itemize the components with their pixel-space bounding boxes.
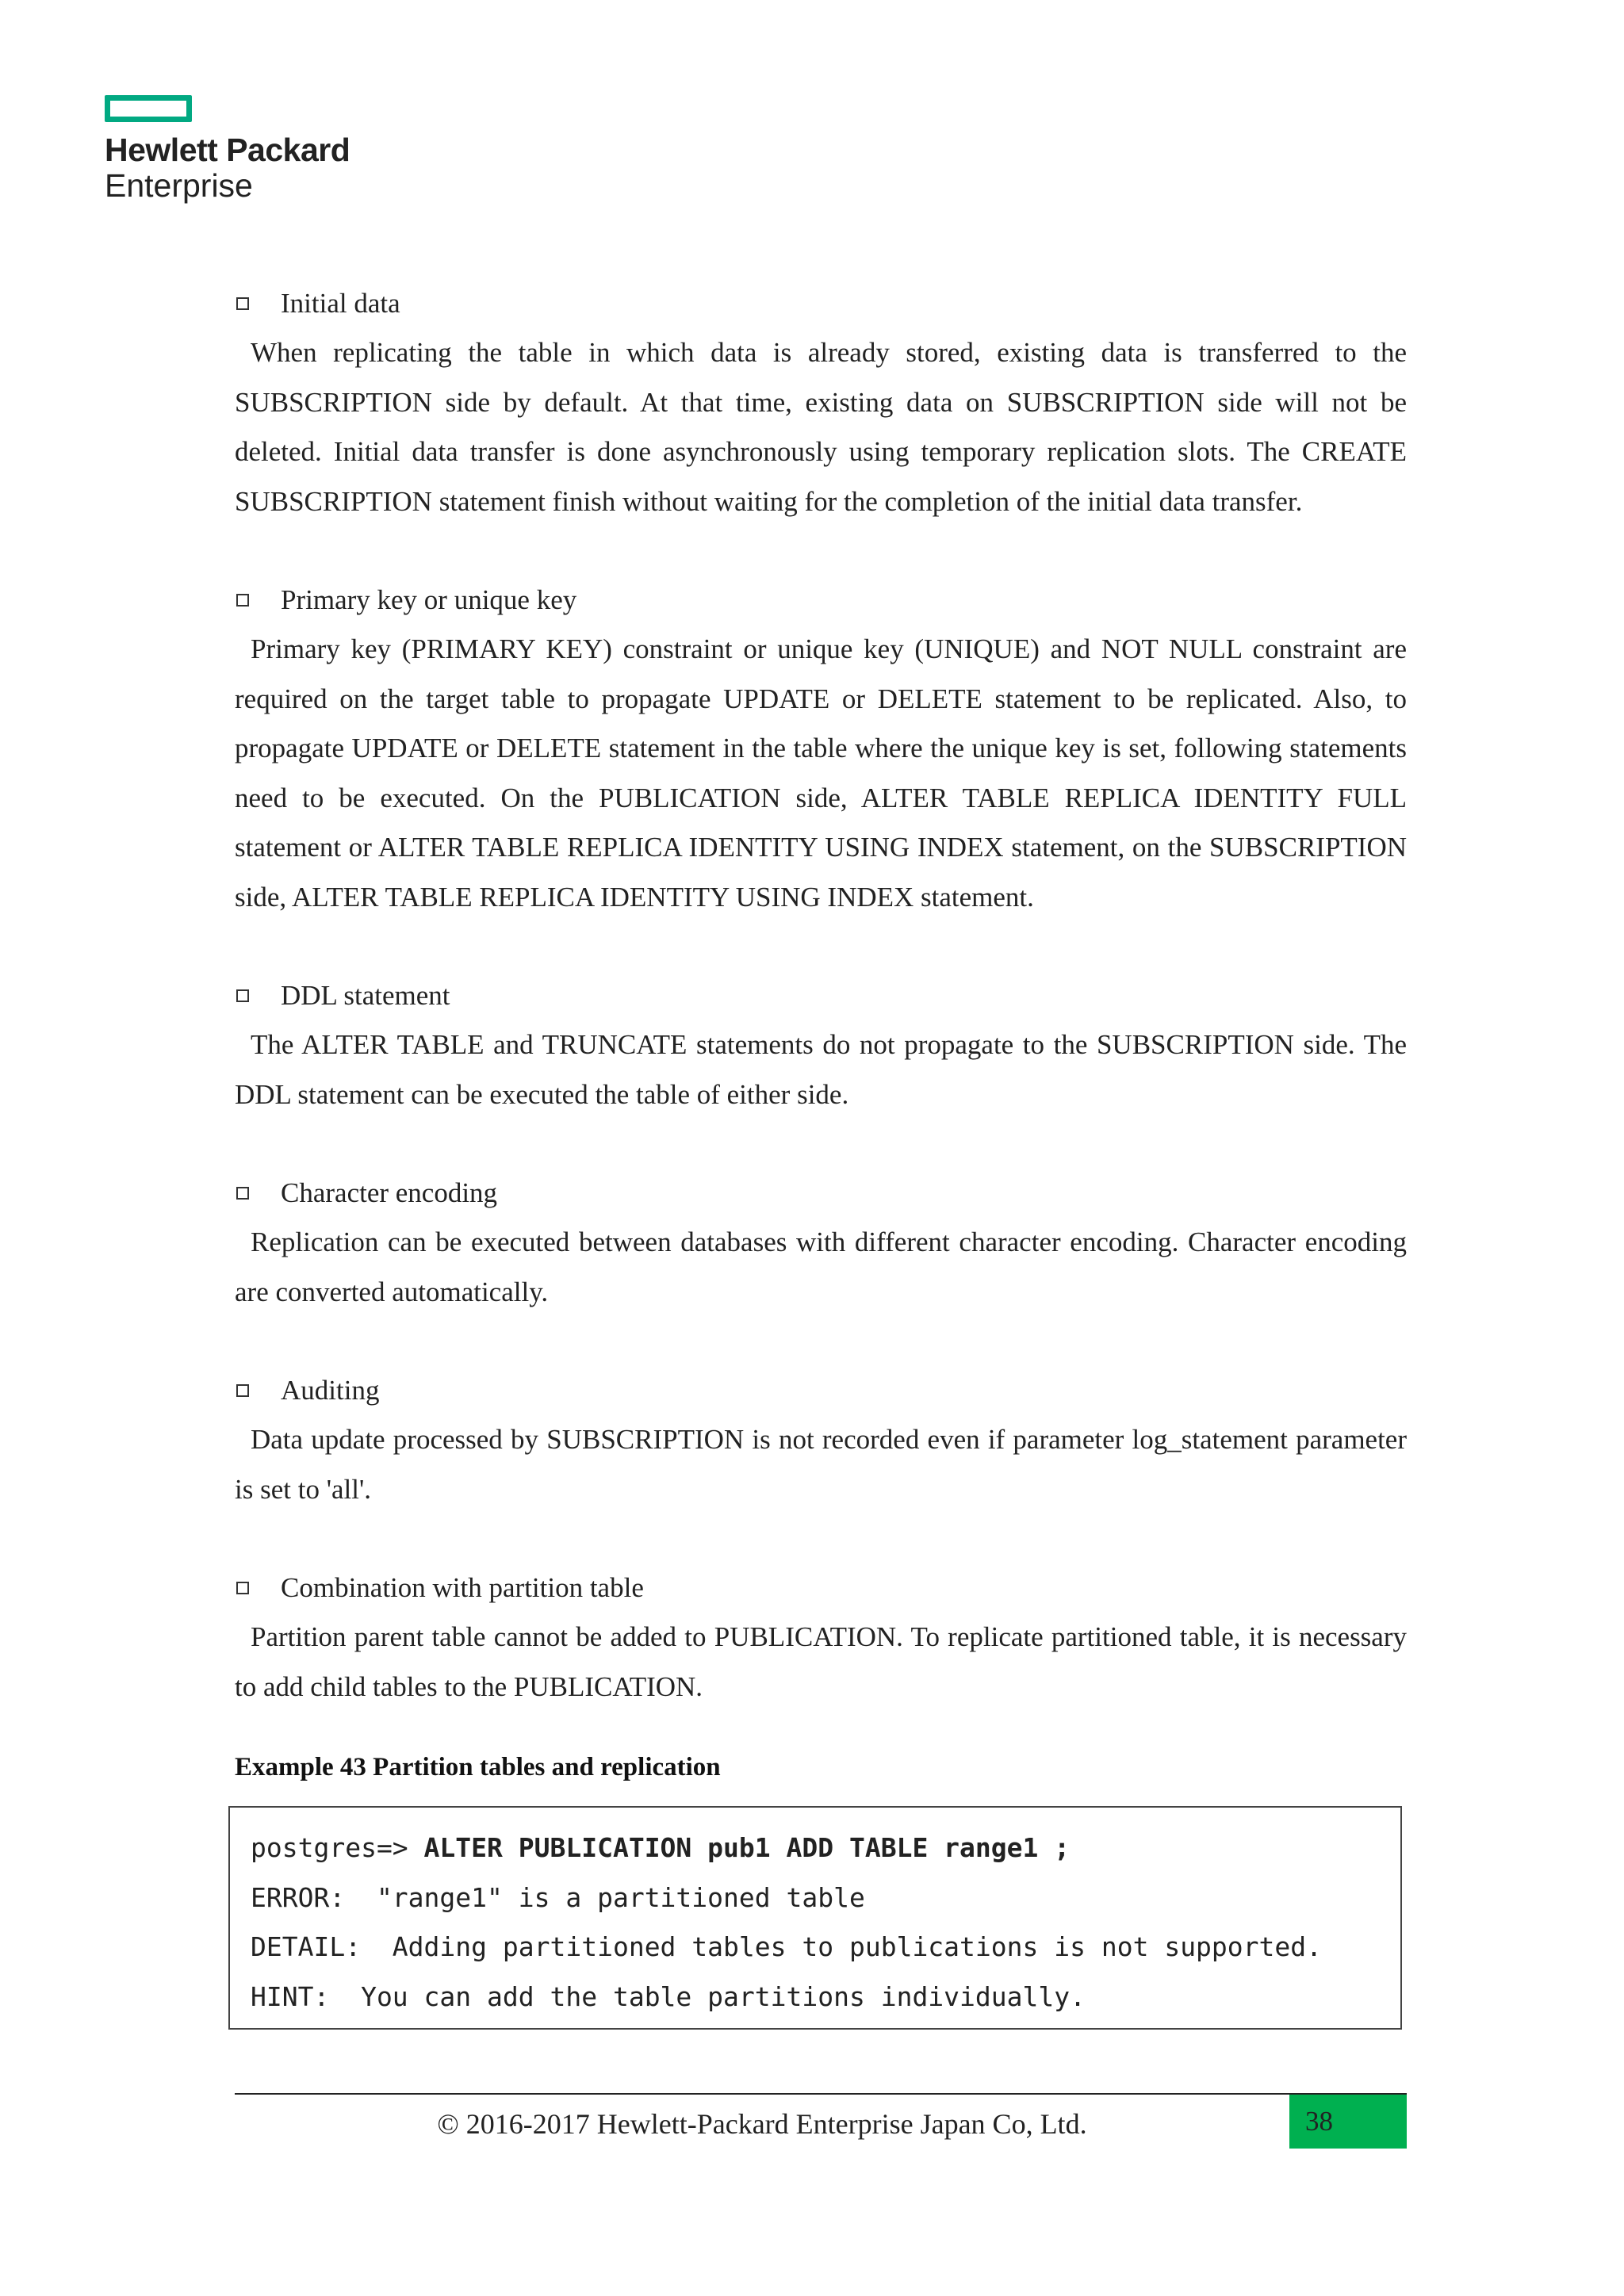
checkbox-bullet-icon	[236, 1582, 249, 1594]
section-heading-text: Initial data	[281, 288, 400, 319]
section-body: Replication can be executed between databases with different character encoding. Character encoding are converted automatically.	[235, 1226, 1407, 1307]
code-line-detail: DETAIL: Adding partitioned tables to publications is not supported.	[251, 1931, 1323, 1962]
section-auditing	[235, 1366, 1407, 1514]
company-logo	[105, 95, 350, 203]
footer-copyright: © 2016-2017 Hewlett-Packard Enterprise Japan Co, Ltd.	[437, 2108, 1087, 2140]
checkbox-bullet-icon	[236, 989, 249, 1002]
section-heading-text: Primary key or unique key	[281, 584, 577, 615]
section-body: When replicating the table in which data is already stored, existing data is transferred to the SUBSCRIPTION side by default. At that time, existing data on SUBSCRIPTION side will not be deleted. Initial data transfer is done asynchronously using temporary replication slots. The CREATE SUBSCRIPTION statement finish without waiting for the completion of the initial data transfer.	[235, 337, 1407, 517]
section-heading	[235, 1169, 1407, 1218]
checkbox-bullet-icon	[236, 594, 249, 607]
section-heading	[235, 1366, 1407, 1415]
section-body: Data update processed by SUBSCRIPTION is not recorded even if parameter log_statement parameter is set to 'all'.	[235, 1424, 1407, 1505]
section-body: Primary key (PRIMARY KEY) constraint or unique key (UNIQUE) and NOT NULL constraint are required on the target table to propagate UPDATE or DELETE statement to be replicated. Also, to propagate UPDATE or DELETE statement in the table where the unique key is set, following statements need to be executed. On the PUBLICATION side, ALTER TABLE REPLICA IDENTITY FULL statement or ALTER TABLE REPLICA IDENTITY USING INDEX statement, on the SUBSCRIPTION side, ALTER TABLE REPLICA IDENTITY USING INDEX statement.	[235, 633, 1407, 913]
logo-text-line1: Hewlett Packard	[105, 132, 350, 168]
main-content	[235, 279, 1407, 1785]
logo-mark	[105, 95, 192, 122]
code-example-box	[228, 1806, 1402, 2030]
section-character-encoding	[235, 1169, 1407, 1317]
code-line-error: ERROR: "range1" is a partitioned table	[251, 1881, 865, 1913]
section-heading	[235, 576, 1407, 625]
checkbox-bullet-icon	[236, 1384, 249, 1397]
code-line-hint: HINT: You can add the table partitions individually.	[251, 1980, 1086, 2012]
section-heading	[235, 971, 1407, 1020]
checkbox-bullet-icon	[236, 1187, 249, 1200]
footer-divider	[235, 2093, 1407, 2095]
section-heading	[235, 279, 1407, 328]
section-body: The ALTER TABLE and TRUNCATE statements do not propagate to the SUBSCRIPTION side. The DDL statement can be executed the table of either side.	[235, 1029, 1407, 1110]
section-heading	[235, 1563, 1407, 1613]
example-caption: Example 43 Partition tables and replication	[235, 1753, 721, 1781]
section-heading-text: Combination with partition table	[281, 1572, 644, 1603]
section-heading-text: Character encoding	[281, 1177, 498, 1208]
section-primary-key	[235, 576, 1407, 922]
code-prompt: postgres=>	[251, 1832, 424, 1863]
section-initial-data	[235, 279, 1407, 526]
code-line-command	[251, 1823, 1400, 1873]
checkbox-bullet-icon	[236, 297, 249, 310]
section-partition-table	[235, 1563, 1407, 1712]
section-body: Partition parent table cannot be added to PUBLICATION. To replicate partitioned table, it is necessary to add child tables to the PUBLICATION.	[235, 1621, 1407, 1702]
code-command: ALTER PUBLICATION pub1 ADD TABLE range1 ;	[423, 1832, 1071, 1863]
section-heading-text: Auditing	[281, 1375, 380, 1406]
section-heading-text: DDL statement	[281, 980, 450, 1011]
section-ddl-statement	[235, 971, 1407, 1119]
logo-text-line2: Enterprise	[105, 167, 253, 204]
page-number-badge: 38	[1289, 2095, 1407, 2149]
